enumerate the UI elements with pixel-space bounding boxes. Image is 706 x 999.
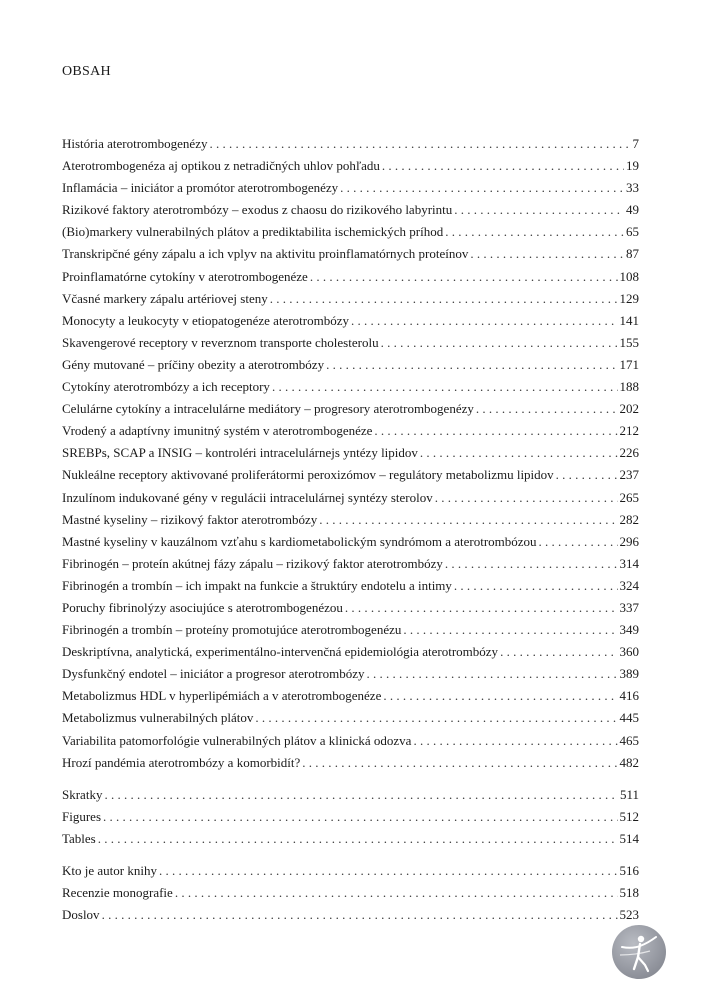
toc-entry[interactable] xyxy=(62,509,639,531)
toc-heading: OBSAH xyxy=(62,64,111,79)
toc-entry-page: 7 xyxy=(632,136,639,151)
toc-entry-page: 171 xyxy=(619,356,639,372)
toc-entry-page: 516 xyxy=(619,863,639,878)
toc-dot-leader xyxy=(420,442,618,464)
toc-dot-leader xyxy=(367,663,618,685)
toc-entry[interactable] xyxy=(62,641,639,663)
toc-entry-page: 33 xyxy=(626,180,639,196)
toc-entry-title: Figures xyxy=(62,808,101,824)
toc-dot-leader xyxy=(209,133,630,155)
toc-entry-title: (Bio)markery vulnerabilných plátov a prediktabilita ischemických príhod xyxy=(62,224,444,240)
toc-entry-title: Deskriptívna, analytická, experimentálno-intervenčná epidemiológia aterotrombózy xyxy=(62,644,499,660)
toc-entry[interactable] xyxy=(62,806,639,828)
toc-dot-leader xyxy=(98,828,618,850)
toc-dot-leader xyxy=(403,619,617,641)
toc-group xyxy=(62,133,639,774)
toc-entry[interactable] xyxy=(62,904,639,926)
toc-entry-title: Dysfunkčný endotel – iniciátor a progresor aterotrombózy xyxy=(62,666,365,682)
toc-entry-title: Variabilita patomorfológie vulnerabilných plátov a klinická odozva xyxy=(62,732,412,748)
toc-entry-page: 360 xyxy=(619,644,639,660)
toc-entry-title: Fibrinogén a trombín – ich impakt na funkcie a štruktúry endotelu a intimy xyxy=(62,577,452,593)
toc-dot-leader xyxy=(413,730,617,752)
toc-dot-leader xyxy=(454,575,618,597)
toc-entry-page: 389 xyxy=(619,666,639,682)
toc-dot-leader xyxy=(326,354,617,376)
toc-dot-leader xyxy=(103,806,618,828)
toc-entry-page: 337 xyxy=(619,599,639,615)
toc-entry-title: Mastné kyseliny v kauzálnom vzťahu s kardiometabolickým syndrómom a aterotrombózou xyxy=(62,533,537,549)
toc-entry[interactable] xyxy=(62,707,639,729)
toc-entry-page: 65 xyxy=(626,224,639,240)
toc-dot-leader xyxy=(102,904,618,926)
toc-entry-title: Skratky xyxy=(62,786,103,802)
toc-entry-title: Inzulínom indukované gény v regulácii intracelulárnej syntézy sterolov xyxy=(62,489,433,505)
toc-dot-leader xyxy=(539,531,618,553)
toc-entry-title: Cytokíny aterotrombózy a ich receptory xyxy=(62,379,270,395)
toc-entry-page: 265 xyxy=(619,489,639,505)
toc-entry-page: 514 xyxy=(619,830,639,846)
toc-entry-page: 518 xyxy=(619,885,639,901)
toc-entry-title: Skavengerové receptory v reverznom transporte cholesterolu xyxy=(62,334,379,350)
toc-entry-title: Monocyty a leukocyty v etiopatogenéze aterotrombózy xyxy=(62,312,349,328)
toc-entry-page: 87 xyxy=(626,246,639,262)
toc-entry[interactable] xyxy=(62,882,639,904)
toc-entry-page: 482 xyxy=(619,754,639,770)
toc-entry-page: 108 xyxy=(619,268,639,284)
toc-entry[interactable] xyxy=(62,828,639,850)
toc-entry[interactable] xyxy=(62,332,639,354)
toc-entry[interactable] xyxy=(62,663,639,685)
toc-entry-page: 155 xyxy=(619,334,639,350)
toc-dot-leader xyxy=(345,597,618,619)
toc-entry-title: Vrodený a adaptívny imunitný systém v aterotrombogenéze xyxy=(62,423,373,439)
toc-group xyxy=(62,860,639,926)
toc-entry-page: 324 xyxy=(619,577,639,593)
toc-entry-title: Metabolizmus vulnerabilných plátov xyxy=(62,710,254,726)
toc-dot-leader xyxy=(383,685,617,707)
toc-dot-leader xyxy=(310,266,618,288)
toc-entry-page: 416 xyxy=(619,688,639,704)
toc-dot-leader xyxy=(272,376,618,398)
toc-entry[interactable] xyxy=(62,177,639,199)
toc-entry[interactable] xyxy=(62,420,639,442)
toc-entry[interactable] xyxy=(62,464,639,486)
toc-entry-title: Proinflamatórne cytokíny v aterotrombogenéze xyxy=(62,268,308,284)
toc-entry-title: Inflamácia – iniciátor a promótor aterotrombogenézy xyxy=(62,180,339,196)
publisher-logo xyxy=(612,925,666,979)
toc-entry[interactable] xyxy=(62,860,639,882)
toc-entry-title: Gény mutované – príčiny obezity a aterotrombózy xyxy=(62,356,325,372)
toc-entry-title: Poruchy fibrinolýzy asociujúce s aterotrombogenézou xyxy=(62,599,343,615)
toc-entry-page: 511 xyxy=(619,786,639,802)
toc-entry-page: 129 xyxy=(619,290,639,306)
toc-entry-title: Transkripčné gény zápalu a ich vplyv na aktivitu proinflamatórnych proteínov xyxy=(62,246,469,262)
toc-entry[interactable] xyxy=(62,619,639,641)
toc-dot-leader xyxy=(270,288,618,310)
toc-entry[interactable] xyxy=(62,221,639,243)
toc-entry-page: 226 xyxy=(619,445,639,461)
toc-entry-title: Včasné markery zápalu artériovej steny xyxy=(62,290,268,306)
table-of-contents xyxy=(62,133,639,926)
toc-entry[interactable] xyxy=(62,354,639,376)
toc-entry[interactable] xyxy=(62,442,639,464)
toc-dot-leader xyxy=(476,398,618,420)
toc-entry-page: 523 xyxy=(619,907,639,923)
toc-entry[interactable] xyxy=(62,243,639,265)
toc-entry[interactable] xyxy=(62,597,639,619)
toc-entry[interactable] xyxy=(62,575,639,597)
toc-entry[interactable] xyxy=(62,685,639,707)
toc-entry[interactable] xyxy=(62,288,639,310)
toc-entry-title: Recenzie monografie xyxy=(62,885,173,901)
toc-dot-leader xyxy=(340,177,624,199)
toc-dot-leader xyxy=(445,221,624,243)
toc-entry-page: 296 xyxy=(619,533,639,549)
toc-dot-leader xyxy=(382,155,624,177)
toc-entry-title: Kto je autor knihy xyxy=(62,863,157,878)
toc-entry-page: 445 xyxy=(619,710,639,726)
toc-dot-leader xyxy=(381,332,618,354)
toc-entry-page: 349 xyxy=(619,622,639,638)
toc-dot-leader xyxy=(302,752,617,774)
toc-entry-page: 202 xyxy=(619,401,639,417)
toc-dot-leader xyxy=(445,553,618,575)
toc-dot-leader xyxy=(351,310,618,332)
publisher-logo-figure-icon xyxy=(612,925,666,979)
toc-entry-page: 465 xyxy=(619,732,639,748)
toc-entry-title: Nukleálne receptory aktivované proliferátormi peroxizómov – regulátory metabolizmu lipidov xyxy=(62,467,554,483)
toc-entry-title: Mastné kyseliny – rizikový faktor aterotrombózy xyxy=(62,511,318,527)
toc-entry-title: Aterotrombogenéza aj optikou z netradičných uhlov pohľadu xyxy=(62,158,380,174)
toc-entry[interactable] xyxy=(62,487,639,509)
toc-entry-title: Fibrinogén a trombín – proteíny promotujúce aterotrombogenézu xyxy=(62,622,402,638)
toc-entry-title: Hrozí pandémia aterotrombózy a komorbidít? xyxy=(62,754,301,770)
toc-entry-title: Metabolizmus HDL v hyperlipémiách a v aterotrombogenéze xyxy=(62,688,382,704)
toc-entry[interactable] xyxy=(62,376,639,398)
toc-dot-leader xyxy=(500,641,617,663)
toc-dot-leader xyxy=(556,464,618,486)
toc-entry-page: 141 xyxy=(619,312,639,328)
toc-entry[interactable] xyxy=(62,398,639,420)
toc-entry-page: 188 xyxy=(619,379,639,395)
toc-entry-title: Celulárne cytokíny a intracelulárne mediátory – progresory aterotrombogenézy xyxy=(62,401,474,417)
toc-dot-leader xyxy=(255,707,617,729)
toc-group xyxy=(62,784,639,850)
toc-entry-page: 212 xyxy=(619,423,639,439)
toc-entry[interactable] xyxy=(62,730,639,752)
toc-entry[interactable] xyxy=(62,310,639,332)
toc-entry-title: Rizikové faktory aterotrombózy – exodus z chaosu do rizikového labyrintu xyxy=(62,202,453,218)
toc-dot-leader xyxy=(175,882,618,904)
toc-dot-leader xyxy=(454,199,624,221)
toc-dot-leader xyxy=(435,487,618,509)
toc-entry[interactable] xyxy=(62,553,639,575)
toc-dot-leader xyxy=(374,420,617,442)
toc-entry-page: 282 xyxy=(619,511,639,527)
toc-entry-title: Fibrinogén – proteín akútnej fázy zápalu – rizikový faktor aterotrombózy xyxy=(62,555,443,571)
toc-entry[interactable] xyxy=(62,784,639,806)
toc-entry-page: 237 xyxy=(619,467,639,483)
toc-entry[interactable] xyxy=(62,199,639,221)
toc-entry-page: 49 xyxy=(626,202,639,218)
toc-entry[interactable] xyxy=(62,133,639,155)
toc-entry[interactable] xyxy=(62,531,639,553)
toc-entry[interactable] xyxy=(62,266,639,288)
toc-dot-leader xyxy=(319,509,617,531)
toc-dot-leader xyxy=(104,784,618,806)
toc-entry-title: Tables xyxy=(62,830,96,846)
toc-dot-leader xyxy=(159,860,618,882)
toc-entry-page: 512 xyxy=(619,808,639,824)
toc-entry-title: História aterotrombogenézy xyxy=(62,136,208,151)
toc-dot-leader xyxy=(470,243,624,265)
toc-entry-page: 314 xyxy=(619,555,639,571)
toc-entry-title: SREBPs, SCAP a INSIG – kontroléri intracelulárnejs yntézy lipidov xyxy=(62,445,418,461)
toc-entry-page: 19 xyxy=(626,158,639,174)
toc-entry[interactable] xyxy=(62,155,639,177)
toc-entry-title: Doslov xyxy=(62,907,100,923)
toc-entry[interactable] xyxy=(62,752,639,774)
